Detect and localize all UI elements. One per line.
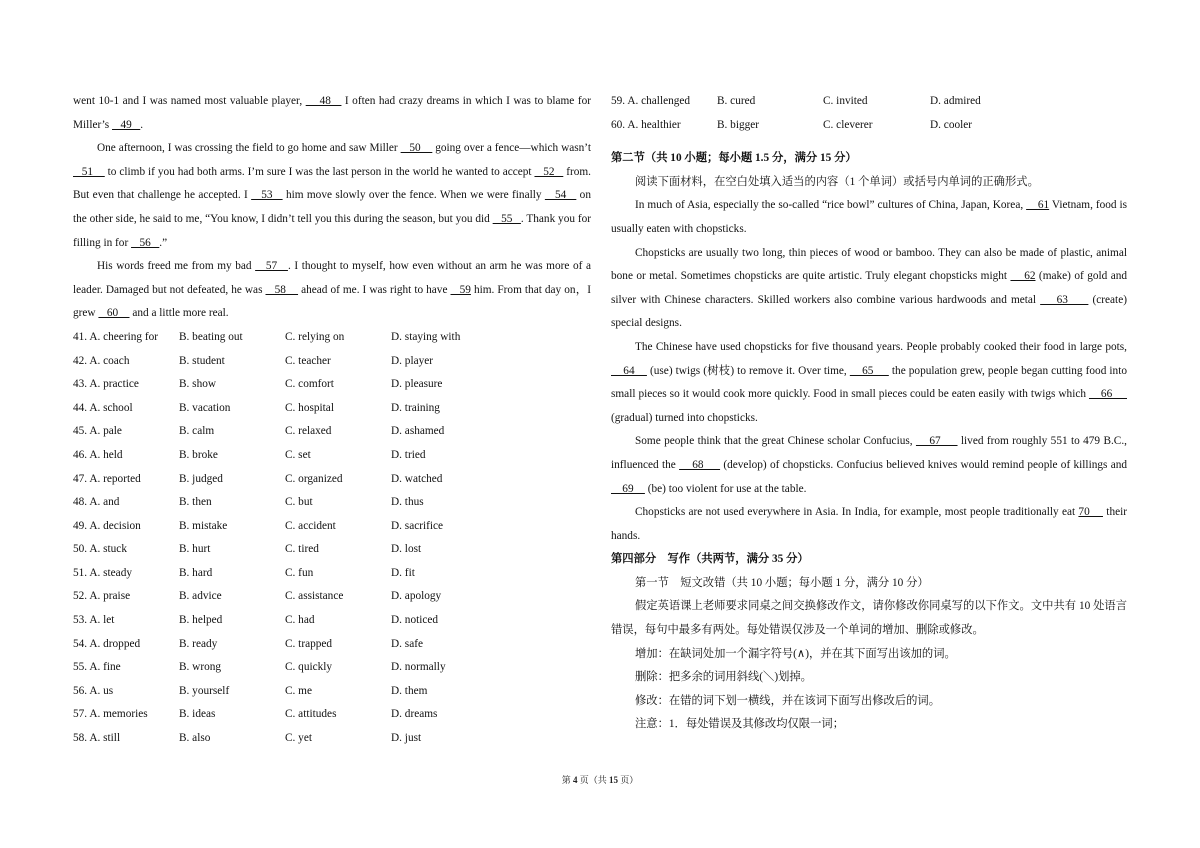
passage-paragraph: His words freed me from my bad 57 . I thought to myself, how even without an arm he was more of a leader. Damaged but not defeated, he was 58 ahead of me. I was right to have 59 him. From that day on，I grew 60 and a little more real. bbox=[73, 260, 591, 320]
blank-61: 61 bbox=[1026, 199, 1050, 212]
passage-paragraph: Chopsticks are usually two long, thin pieces of wood or bamboo. They can also be made of plastic, animal bone or metal. Sometimes chopsticks are quite artistic. Truly elegant chopsticks might 62 (make) of gold and silver with Chinese characters. Skilled workers also combine various hardwoods and metal 63 (create) special designs. bbox=[611, 246, 1128, 330]
passage-paragraph: Chopsticks are not used everywhere in Asia. In India, for example, most people traditionally eat 70 their hands. bbox=[611, 506, 1128, 542]
option-row: 59. A. challenged B. cured C. invited D. admired bbox=[611, 95, 981, 107]
passage-paragraph: In much of Asia, especially the so-called “rice bowl” cultures of China, Japan, Korea, 61 Vietnam, food is usually eaten with chopsticks. bbox=[611, 199, 1128, 235]
blank-55: 55 bbox=[492, 212, 521, 225]
add-rule: 增加：在缺词处加一个漏字符号(∧)，并在其下面写出该加的词。 bbox=[635, 647, 956, 660]
option-row: 42. A. coach B. student C. teacher D. player bbox=[73, 354, 434, 367]
blank-54: 54 bbox=[544, 189, 577, 202]
section-title: 第一节 短文改错（共 10 小题；每小题 1 分，满分 10 分） bbox=[635, 576, 929, 589]
page-number: 4 bbox=[572, 775, 578, 785]
blank-57: 57 bbox=[255, 260, 288, 273]
blank-56: 56 bbox=[131, 236, 160, 249]
blank-65: 65 bbox=[849, 364, 889, 377]
option-row: 54. A. dropped B. ready C. trapped D. safe bbox=[73, 637, 423, 650]
passage-paragraph: Some people think that the great Chinese scholar Confucius, 67 lived from roughly 551 to 479 B.C., influenced the 68 (develop) of chopsticks. Confucius believed knives would remind people of killings and 69 (be) too violent for use at the table. bbox=[611, 435, 1128, 495]
option-row: 58. A. still B. also C. yet D. just bbox=[73, 732, 422, 745]
blank-53: 53 bbox=[251, 189, 283, 202]
delete-rule: 删除：把多余的词用斜线(＼)划掉。 bbox=[635, 671, 812, 684]
option-row: 44. A. school B. vacation C. hospital D. training bbox=[73, 401, 440, 414]
option-row: 57. A. memories B. ideas C. attitudes D. dreams bbox=[73, 708, 438, 721]
option-row: 48. A. and B. then C. but D. thus bbox=[73, 496, 424, 509]
section-intro: 假定英语课上老师要求同桌之间交换修改作文，请你修改你同桌写的以下作文。文中共有 10 处语言错误，每句中最多有两处。每处错误仅涉及一个单词的增加、删除或修改。 bbox=[611, 600, 1127, 637]
option-row: 41. A. cheering for B. beating out C. relying on D. staying with bbox=[73, 330, 461, 343]
page-total: 15 bbox=[609, 775, 618, 785]
option-row: 60. A. healthier B. bigger C. cleverer D. cooler bbox=[611, 118, 973, 131]
option-row: 55. A. fine B. wrong C. quickly D. normally bbox=[73, 661, 446, 674]
option-row: 50. A. stuck B. hurt C. tired D. lost bbox=[73, 543, 422, 556]
right-column bbox=[611, 90, 1127, 737]
section-heading: 第二节（共 10 小题；每小题 1.5 分，满分 15 分） bbox=[611, 152, 857, 165]
passage-paragraph: The Chinese have used chopsticks for five thousand years. People probably cooked their food in large pots, 64 (use) twigs (树枝) to remove it. Over time, 65 the population grew, people began cutting food into small pieces so it would cook more quickly. Food in small pieces could be eaten easily with twigs which 66 (gradual) turned into chopsticks. bbox=[611, 340, 1127, 424]
passage-paragraph: One afternoon, I was crossing the field to go home and saw Miller 50 going over a fence—which wasn’t 51 to climb if you had both arms. I’m sure I was the last person in the world he wanted to accept 52 from. But even that challenge he accepted. I 53 him move slowly over the fence. When we were finally 54 on the other side, he said to me, “You know, I didn’t tell you this during the season, but you did 55 . Thank you for filling in for 56 .” bbox=[73, 142, 592, 249]
note-text: 注意：1．每处错误及其修改均仅限一词； bbox=[635, 718, 844, 731]
blank-69: 69 bbox=[611, 482, 645, 495]
passage-paragraph: went 10-1 and I was named most valuable player, 48 I often had crazy dreams in which I was to blame for Miller’s 49 . bbox=[73, 95, 591, 131]
option-row: 43. A. practice B. show C. comfort D. pleasure bbox=[73, 378, 443, 391]
option-list bbox=[73, 326, 591, 751]
blank-51: 51 bbox=[73, 165, 105, 178]
blank-63: 63 bbox=[1040, 293, 1089, 306]
option-list bbox=[611, 90, 1127, 137]
instruction-text: 阅读下面材料，在空白处填入适当的内容（1 个单词）或括号内单词的正确形式。 bbox=[635, 175, 1039, 188]
blank-58: 58 bbox=[265, 283, 299, 296]
option-row: 53. A. let B. helped C. had D. noticed bbox=[73, 614, 439, 627]
option-row: 46. A. held B. broke C. set D. tried bbox=[73, 448, 426, 461]
option-row: 47. A. reported B. judged C. organized D. watched bbox=[73, 472, 443, 485]
modify-rule: 修改：在错的词下划一横线，并在该词下面写出修改后的词。 bbox=[635, 694, 941, 707]
blank-66: 66 bbox=[1088, 388, 1127, 401]
blank-48: 48 bbox=[305, 95, 342, 107]
option-row: 56. A. us B. yourself C. me D. them bbox=[73, 684, 428, 697]
blank-68: 68 bbox=[679, 458, 721, 471]
part-heading: 第四部分 写作（共两节，满分 35 分） bbox=[611, 553, 809, 566]
blank-49: 49 bbox=[112, 118, 141, 131]
option-row: 52. A. praise B. advice C. assistance D. apology bbox=[73, 590, 442, 603]
option-row: 45. A. pale B. calm C. relaxed D. ashamed bbox=[73, 425, 445, 438]
blank-60: 60 bbox=[98, 307, 130, 320]
blank-70: 70 bbox=[1078, 506, 1103, 519]
left-column bbox=[73, 90, 591, 751]
blank-59: 59 bbox=[450, 283, 471, 296]
option-row: 51. A. steady B. hard C. fun D. fit bbox=[73, 566, 415, 579]
blank-52: 52 bbox=[534, 165, 564, 178]
blank-67: 67 bbox=[915, 435, 958, 448]
page-footer: 第 4 页（共 15 页） bbox=[561, 775, 639, 785]
option-row: 49. A. decision B. mistake C. accident D. sacrifice bbox=[73, 519, 444, 532]
spacer bbox=[611, 137, 1127, 147]
blank-62: 62 bbox=[1010, 270, 1036, 283]
blank-50: 50 bbox=[400, 142, 433, 155]
blank-64: 64 bbox=[611, 364, 647, 377]
